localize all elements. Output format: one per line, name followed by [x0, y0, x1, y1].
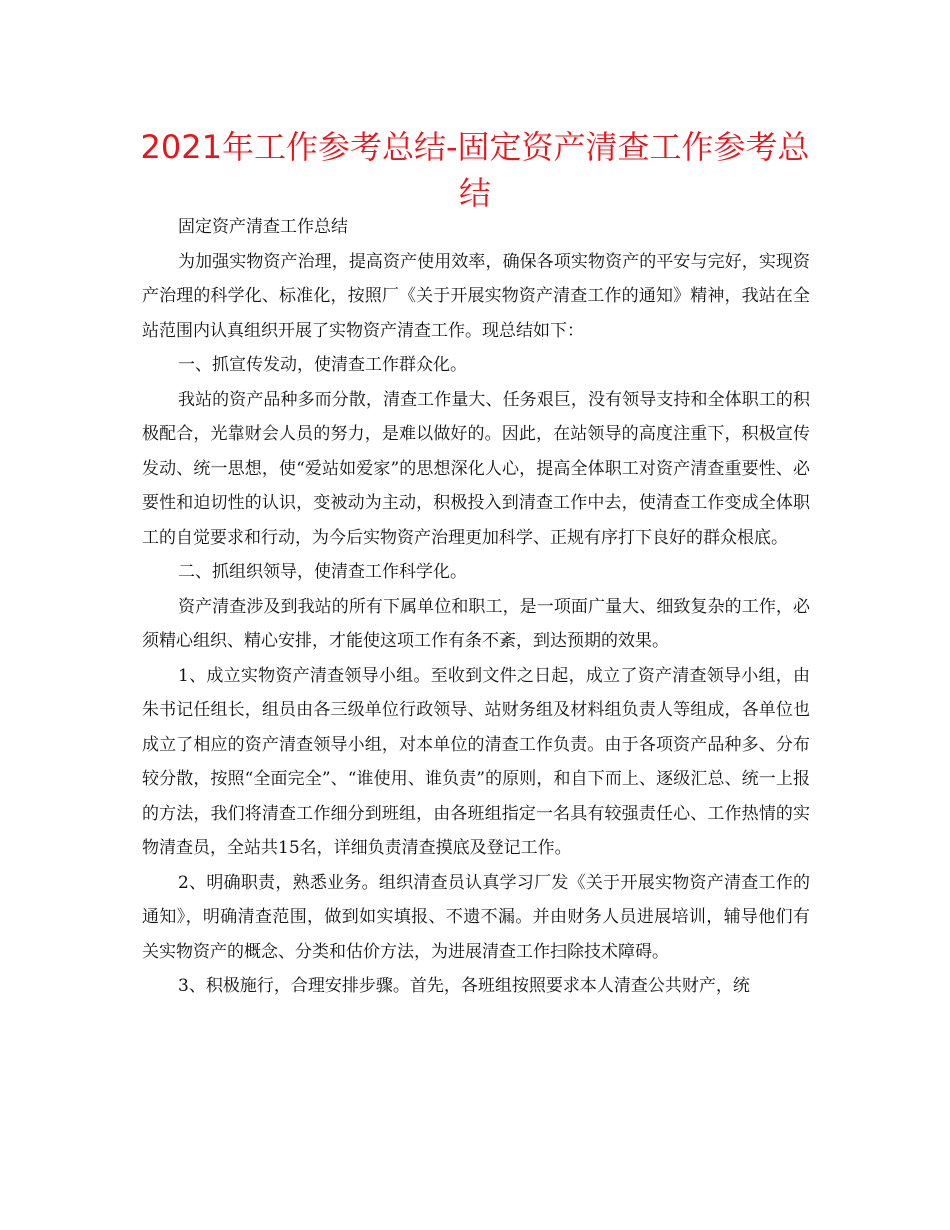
document-body [142, 210, 810, 1004]
paragraph-subtitle: 固定资产清查工作总结 [178, 217, 348, 237]
document-title: 2021年工作参考总结-固定资产清查工作参考总结 [140, 128, 810, 212]
paragraph-section-1: 我站的资产品种多而分散，清查工作量大、任务艰巨，没有领导支持和全体职工的积极配合，光靠财会人员的努力，是难以做好的。因此，在站领导的高度注重下，积极宣传发动、统一思想，使“爱站如爱家”的思想深化人心，提高全体职工对资产清查重要性、必要性和迫切性的认识，变被动为主动，积极投入到清查工作中去，使清查工作变成全体职工的自觉要求和行动，为今后实物资产治理更加科学、正规有序打下良好的群众根底。 [142, 389, 810, 548]
section-heading-2: 二、抓组织领导，使清查工作科学化。 [178, 562, 467, 582]
paragraph-item-3: 3、积极施行，合理安排步骤。首先，各班组按照要求本人清查公共财产，统 [178, 976, 750, 996]
paragraph-section-2: 资产清查涉及到我站的所有下属单位和职工，是一项面广量大、细致复杂的工作，必须精心组织、精心安排，才能使这项工作有条不紊，到达预期的效果。 [142, 596, 810, 651]
paragraph-item-1: 1、成立实物资产清查领导小组。至收到文件之日起，成立了资产清查领导小组，由朱书记任组长，组员由各三级单位行政领导、站财务组及材料组负责人等组成，各单位也成立了相应的资产清查领导小组，对本单位的清查工作负责。由于各项资产品种多、分布较分散，按照“全面完全”、“谁使用、谁负责”的原则，和自下而上、逐级汇总、统一上报的方法，我们将清查工作细分到班组，由各班组指定一名具有较强责任心、工作热情的实物清查员，全站共15名，详细负责清查摸底及登记工作。 [142, 665, 810, 858]
paragraph-item-2: 2、明确职责，熟悉业务。组织清查员认真学习厂发《关于开展实物资产清查工作的通知》，明确清查范围，做到如实填报、不遗不漏。并由财务人员进展培训，辅导他们有关实物资产的概念、分类和估价方法，为进展清查工作扫除技术障碍。 [142, 872, 810, 962]
section-heading-1: 一、抓宣传发动，使清查工作群众化。 [178, 355, 467, 375]
paragraph-intro: 为加强实物资产治理，提高资产使用效率，确保各项实物资产的平安与完好，实现资产治理的科学化、标准化，按照厂《关于开展实物资产清查工作的通知》精神，我站在全站范围内认真组织开展了实物资产清查工作。现总结如下： [142, 251, 810, 341]
